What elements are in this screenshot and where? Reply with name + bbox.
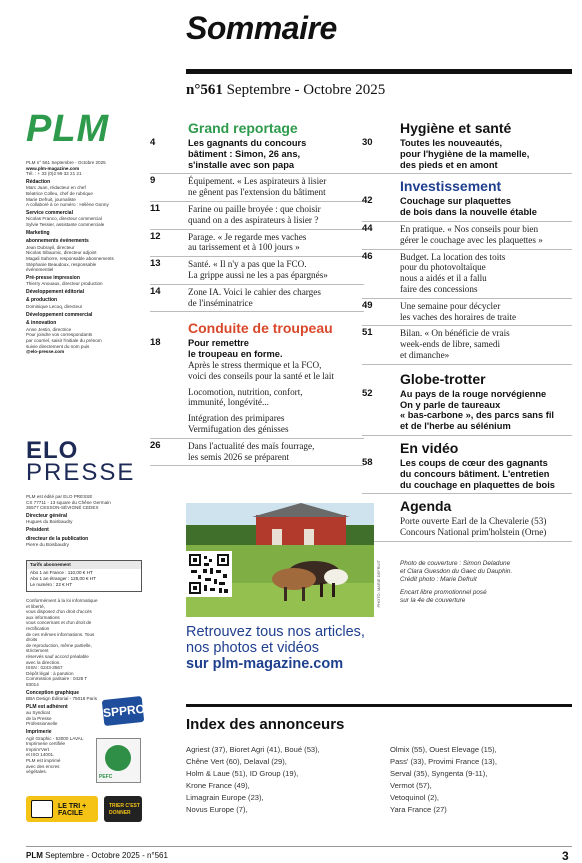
toc-entry-title: du concours bâtiment. L'entretien bbox=[400, 468, 550, 479]
toc-left-column bbox=[150, 120, 364, 462]
credit-line: Nicolas Sibaumic, directeur adjoint bbox=[26, 250, 97, 256]
issue-line bbox=[186, 82, 385, 99]
page-number: 3 bbox=[562, 849, 569, 863]
pefc-tree-icon bbox=[105, 745, 131, 771]
credit-line: Béatrice Colleu, chef de rubrique bbox=[26, 190, 93, 196]
toc-divider bbox=[150, 201, 364, 202]
credit-line: réservés sauf accord préalable avec la direction. bbox=[26, 653, 89, 665]
credit-line: Service commercial bbox=[26, 209, 73, 216]
toc-divider bbox=[362, 435, 572, 436]
plm-logo: PLM bbox=[26, 108, 110, 150]
advertiser-entry: Limagrain Europe (23), bbox=[186, 793, 264, 802]
credit-line: Imprimerie certifiée bbox=[26, 741, 66, 747]
recycle-icon bbox=[31, 800, 53, 818]
credit-line: Sylvie Tessier, assistante commerciale bbox=[26, 221, 105, 227]
masthead-credits bbox=[26, 160, 154, 355]
qr-code[interactable] bbox=[186, 551, 232, 597]
toc-divider bbox=[362, 541, 572, 542]
photo-credit-vertical: PHOTO: MARIE DEFRUIT bbox=[376, 560, 381, 608]
toc-entry-title: de bois dans la nouvelle étable bbox=[400, 207, 537, 218]
toc-entry-text: quand on a des aspirateurs à lisier ? bbox=[188, 214, 319, 225]
credit-line: Dominique Lecoq, directeur bbox=[26, 304, 83, 310]
toc-divider bbox=[362, 249, 572, 250]
footer-brand: PLM bbox=[26, 851, 43, 860]
caption-line: sur la 4e de couverture bbox=[400, 597, 466, 605]
toc-section-heading: En vidéo bbox=[400, 440, 459, 456]
toc-entry-text: Porte ouverte Earl de la Chevalerie (53) bbox=[400, 516, 547, 527]
toc-page-number: 4 bbox=[150, 137, 156, 148]
toc-section-heading: Agenda bbox=[400, 498, 452, 515]
caption-line: Photo de couverture : Simon Deladune bbox=[400, 560, 511, 567]
toc-entry[interactable] bbox=[150, 258, 364, 281]
credit-line: vous disposez d'un droit d'accès aux informations bbox=[26, 609, 92, 620]
credit-line: et ISO 14001. bbox=[26, 752, 55, 758]
toc-page-number: 9 bbox=[150, 175, 156, 187]
issue-period: Septembre - Octobre 2025 bbox=[226, 82, 386, 98]
recycle-badge-label: TRIER C'EST DONNER bbox=[109, 803, 140, 816]
toc-divider bbox=[362, 173, 572, 174]
footer bbox=[26, 851, 168, 860]
toc-entry-title: Les coups de cœur des gagnants bbox=[400, 458, 548, 468]
toc-page-number: 14 bbox=[150, 285, 161, 297]
toc-entry[interactable] bbox=[362, 457, 572, 490]
toc-entry-title: Les gagnants du concours bbox=[188, 138, 307, 148]
credit-line: de la Presse bbox=[26, 715, 52, 721]
toc-entry-title: pour l'hygiène de la mamelle, bbox=[400, 148, 530, 159]
credit-line: & innovation bbox=[26, 320, 57, 327]
toc-entry-text: au tarissement et à 100 jours » bbox=[188, 242, 300, 253]
credit-line: avec des encres bbox=[26, 763, 60, 769]
footer-rule bbox=[26, 846, 572, 847]
toc-entry-title: des pieds et en amont bbox=[400, 159, 498, 170]
advertiser-entry: Serval (35), Syngenta (9-11), bbox=[390, 769, 488, 778]
toc-entry-title: le troupeau en forme. bbox=[188, 349, 283, 360]
toc-divider bbox=[362, 325, 572, 326]
promo-line-1: Retrouvez tous nos articles, bbox=[186, 624, 365, 640]
toc-page-number: 44 bbox=[362, 223, 373, 234]
qr-code-icon bbox=[189, 554, 229, 594]
toc-entry[interactable] bbox=[362, 223, 572, 246]
credit-line: Développement commercial bbox=[26, 311, 93, 318]
toc-entry-text: de l'inséminatrice bbox=[188, 297, 253, 308]
credit-line: Marketing bbox=[26, 229, 50, 236]
toc-entry-text: faire des concessions bbox=[400, 283, 478, 294]
toc-entry-text: immunité, longévité... bbox=[188, 397, 269, 408]
credit-line: www.plm-magazine.com bbox=[26, 165, 80, 171]
pefc-logo bbox=[96, 738, 141, 783]
toc-entry[interactable] bbox=[150, 175, 364, 198]
elo-presse-logo bbox=[26, 437, 136, 486]
credit-line: de reproduction, même partielle, strictement bbox=[26, 642, 92, 654]
toc-entry-text: les semis 2026 se préparent bbox=[188, 451, 290, 462]
toc-entry-text: Bilan. « On bénéficie de vrais bbox=[400, 328, 510, 339]
credit-line: directeur de la publication bbox=[26, 535, 89, 542]
index-title: Index des annonceurs bbox=[186, 716, 345, 733]
toc-entry[interactable] bbox=[150, 285, 364, 309]
credit-line: Tél. : + 33 (0)2 99 32 21 21 bbox=[26, 171, 82, 177]
credit-line: Dépôt légal : à parution bbox=[26, 670, 74, 676]
photo-caption bbox=[400, 560, 572, 605]
footer-text: Septembre - Octobre 2025 - n°561 bbox=[45, 851, 168, 860]
website-link[interactable]: sur plm-magazine.com bbox=[186, 656, 344, 672]
triman-logo bbox=[26, 796, 98, 822]
credit-line: Imprim'Vert bbox=[26, 746, 50, 752]
toc-entry-text: La grippe aussi ne les a pas épargnés» bbox=[188, 269, 328, 280]
tarifs-heading: Tarifs abonnement bbox=[27, 561, 141, 569]
toc-page-number: 52 bbox=[362, 387, 373, 399]
toc-entry[interactable] bbox=[150, 230, 364, 254]
caption-line: Encart libre promotionnel posé bbox=[400, 589, 487, 597]
credit-line: Imprimerie bbox=[26, 729, 52, 736]
toc-entry-title: bâtiment : Simon, 26 ans, bbox=[188, 148, 301, 159]
credit-line: événementiel bbox=[26, 267, 54, 273]
toc-section-heading: Investissement bbox=[400, 178, 502, 195]
toc-entry-text: Santé. « Il n'y a pas que la FCO. bbox=[188, 259, 307, 270]
toc-section-heading: Grand reportage bbox=[188, 120, 298, 136]
credit-line: Thierry Anouaux, directeur production bbox=[26, 281, 103, 287]
toc-entry-text: Concours National prim'holstein (Orne) bbox=[400, 527, 547, 538]
credit-line: CS 77711 - 13 square du Chêne Germain bbox=[26, 499, 111, 505]
credit-line: Agir Graphic - 53000 LAVAL bbox=[26, 735, 84, 741]
toc-page-number: 42 bbox=[362, 195, 373, 207]
toc-entry-text: les vaches des horaires de traite bbox=[400, 311, 517, 322]
credit-line: Jean Dubrayil, directeur bbox=[26, 244, 75, 250]
credit-line: 35577 CESSON-SÉVIGNÉ CEDEX bbox=[26, 505, 99, 511]
credit-line: PLM est édité par ELO PRESSE bbox=[26, 494, 93, 499]
tarifs-box bbox=[26, 560, 142, 592]
tarif-line: Le numéro : 22 € HT bbox=[30, 582, 73, 587]
credit-line: PLM n° 561 Septembre - Octobre 2025 bbox=[26, 160, 106, 165]
tarif-line: Abo 1 an étranger : 125,00 € HT bbox=[30, 576, 96, 581]
toc-page-number: 51 bbox=[362, 327, 373, 339]
credit-line: végétales. bbox=[26, 769, 47, 775]
toc-entry-text: Zone IA. Voici le cahier des charges bbox=[188, 286, 321, 297]
toc-entry-title: et de l'herbe au sélénium bbox=[400, 421, 511, 432]
credit-line: au Syndicat bbox=[26, 710, 51, 716]
credit-line: Conception graphique bbox=[26, 689, 80, 696]
toc-divider bbox=[150, 256, 364, 257]
toc-entry-text: Budget. La location des toits bbox=[400, 251, 506, 262]
advertiser-entry: Holm & Laue (51), ID Group (19), bbox=[186, 769, 299, 778]
elo-logo-line2: PRESSE bbox=[26, 459, 136, 486]
header-rule bbox=[186, 69, 572, 74]
toc-entry[interactable] bbox=[150, 137, 364, 170]
toc-divider bbox=[150, 229, 364, 230]
toc-entry[interactable] bbox=[362, 387, 572, 432]
toc-entry[interactable] bbox=[362, 137, 572, 170]
tarif-line: Abo 1 an France : 110,00 € HT bbox=[30, 570, 93, 575]
credit-line: PLM est adhérent bbox=[26, 703, 68, 710]
credit-line: Hugues du Boisbaudry bbox=[26, 519, 73, 525]
toc-divider bbox=[150, 311, 364, 312]
toc-entry-title: du couchage en plaquettes de bois bbox=[400, 479, 555, 490]
toc-entry[interactable] bbox=[150, 337, 364, 434]
toc-entry-text: Après le stress thermique et la FCO, bbox=[188, 359, 322, 370]
credit-line: Pré-presse impression bbox=[26, 274, 80, 281]
credit-line: Stéphanie Beaudoux, responsable bbox=[26, 261, 97, 267]
credit-line: vous concernant et d'un droit de rectification bbox=[26, 620, 92, 631]
credit-line: ISSN : 0243-3567 bbox=[26, 665, 63, 671]
credit-line: Commission paritaire : 0428 T 83014 bbox=[26, 676, 88, 687]
toc-section-heading: Conduite de troupeau bbox=[188, 320, 333, 337]
index-column-2 bbox=[390, 744, 572, 816]
sppro-logo: SPPRO bbox=[102, 696, 144, 726]
credit-line: Président bbox=[26, 526, 49, 533]
toc-divider bbox=[150, 284, 364, 285]
credit-line: Développement éditorial bbox=[26, 288, 85, 295]
advertiser-entry: Vetoquinol (2), bbox=[390, 793, 439, 802]
toc-page-number: 30 bbox=[362, 137, 373, 148]
toc-entry-text: Parage. « Je regarde mes vaches bbox=[188, 231, 307, 242]
toc-entry[interactable] bbox=[362, 195, 572, 218]
toc-page-number: 58 bbox=[362, 457, 373, 468]
toc-entry-text: Locomotion, nutrition, confort, bbox=[188, 386, 303, 397]
advertiser-entry: Krone France (49), bbox=[186, 781, 250, 790]
caption-line: et Clara Guesdon du Gaec du Dauphin. bbox=[400, 567, 513, 575]
advertiser-entry: Pass' (33), Provimi France (13), bbox=[390, 757, 497, 766]
credit-line: PLM est imprimé bbox=[26, 758, 61, 764]
credit-line: Magali Sahorre, responsable abonnements bbox=[26, 255, 114, 261]
toc-entry-title: Toutes les nouveautés, bbox=[400, 138, 503, 148]
credit-line: Professionnelle bbox=[26, 721, 58, 727]
index-rule bbox=[186, 704, 572, 707]
toc-entry-text: Intégration des primipares bbox=[188, 413, 285, 424]
toc-entry[interactable] bbox=[362, 327, 572, 360]
credit-line: abonnements événements bbox=[26, 238, 89, 245]
toc-divider bbox=[362, 221, 572, 222]
toc-divider bbox=[150, 173, 364, 174]
recycle-badge bbox=[104, 796, 142, 822]
toc-page-number: 12 bbox=[150, 230, 161, 242]
toc-page-number: 46 bbox=[362, 250, 373, 262]
advertiser-entry: Vermot (57), bbox=[390, 781, 432, 790]
credit-line: BBA Design Éditorial - 75018 Paris bbox=[26, 696, 97, 702]
toc-section-heading: Hygiène et santé bbox=[400, 120, 512, 136]
toc-entry[interactable] bbox=[150, 439, 364, 463]
index-column-1 bbox=[186, 744, 382, 816]
page-title: Sommaire bbox=[186, 10, 337, 46]
advertiser-entry: Novus Europe (7), bbox=[186, 805, 248, 814]
advertiser-entry: Agriest (37), Bioret Agri (41), Boué (53), bbox=[186, 745, 320, 754]
toc-entry[interactable] bbox=[362, 250, 572, 295]
credit-line: Directeur général bbox=[26, 512, 68, 519]
toc-entry-title: Couchage sur plaquettes bbox=[400, 196, 512, 207]
toc-entry-title: Pour remettre bbox=[188, 338, 249, 349]
toc-page-number: 13 bbox=[150, 258, 161, 270]
legal-credits bbox=[26, 598, 98, 775]
toc-entry-title: s'installe avec son papa bbox=[188, 159, 295, 170]
advertiser-entry: Olmix (55), Ouest Elevage (15), bbox=[390, 745, 497, 754]
toc-entry-text: Vermifugation des génisses bbox=[188, 423, 289, 434]
issue-number: n°561 bbox=[186, 82, 223, 98]
toc-entry[interactable] bbox=[150, 203, 364, 226]
toc-entry-text: pour du photovoltaïque bbox=[400, 262, 486, 273]
promo-line-2: nos photos et vidéos bbox=[186, 640, 320, 656]
toc-entry-title: On y parle de taureaux bbox=[400, 399, 501, 410]
toc-divider bbox=[150, 465, 364, 466]
credit-line: Pour joindre vos correspondants bbox=[26, 332, 93, 338]
toc-entry-text: Farine ou paille broyée : que choisir bbox=[188, 204, 321, 214]
credit-line: Marc Juan, rédacteur en chef bbox=[26, 185, 86, 191]
toc-page-number: 11 bbox=[150, 203, 161, 214]
website-promo bbox=[186, 624, 365, 672]
credit-line: de ces mêmes informations. Tous droits bbox=[26, 631, 95, 643]
credit-line: A collaboré à ce numéro : Hélène Gonny bbox=[26, 202, 109, 208]
credit-line: par courriel, saisir l'initiale du prénom bbox=[26, 338, 102, 344]
toc-entry-text: et dimanche» bbox=[400, 349, 450, 360]
toc-divider bbox=[362, 493, 572, 494]
advertiser-entry: Chêne Vert (60), Delaval (29), bbox=[186, 757, 287, 766]
toc-page-number: 18 bbox=[150, 337, 161, 349]
credit-line: & production bbox=[26, 297, 58, 304]
toc-page-number: 49 bbox=[362, 299, 373, 311]
toc-entry-title: Au pays de la rouge norvégienne bbox=[400, 388, 547, 399]
toc-divider bbox=[150, 438, 364, 439]
elo-logo-line1: ELO bbox=[26, 437, 79, 464]
publisher-credits bbox=[26, 494, 154, 548]
toc-entry-text: En pratique. « Nos conseils pour bien bbox=[400, 224, 539, 234]
toc-section-heading: Globe-trotter bbox=[400, 370, 486, 387]
toc-entry[interactable] bbox=[362, 299, 572, 323]
credit-line: Anne Jestin, directrice bbox=[26, 326, 72, 332]
credit-line: Rédaction bbox=[26, 178, 51, 185]
toc-entry-title: « bas-carbone », des parcs sans fil bbox=[400, 410, 554, 421]
toc-entry-text: Une semaine pour décycler bbox=[400, 300, 501, 311]
advertiser-entry: Yara France (27) bbox=[390, 805, 447, 814]
credit-line: suivie directement du nom puis bbox=[26, 343, 90, 349]
caption-line: Crédit photo : Marie Defruit bbox=[400, 575, 477, 583]
toc-entry-text: voici des conseils pour la santé et le lait bbox=[188, 370, 334, 381]
toc-entry-text: Équipement. « Les aspirateurs à lisier bbox=[188, 176, 327, 187]
credit-line: Pierre du Boisbaudry bbox=[26, 542, 69, 548]
credit-line: Conformément à la loi informatique et liberté, bbox=[26, 598, 98, 609]
toc-entry-text: ne gênent pas l'extension du bâtiment bbox=[188, 187, 326, 198]
recycle-label: LE TRI + FACILE bbox=[58, 803, 87, 817]
credit-line: Marie Defruit, journaliste bbox=[26, 196, 76, 202]
toc-entry-text: Dans l'actualité des maïs fourrage, bbox=[188, 440, 315, 451]
toc-page-number: 26 bbox=[150, 439, 161, 451]
credit-line: @elo-presse.com bbox=[26, 349, 65, 355]
toc-divider bbox=[362, 364, 572, 365]
toc-entry-text: week-ends de libre, samedi bbox=[400, 339, 501, 350]
toc-right-column bbox=[362, 120, 572, 560]
credit-line: Nicolas Franco, directeur commercial bbox=[26, 216, 102, 222]
toc-entry-text: gérer le couchage avec les plaquettes » bbox=[400, 234, 543, 245]
pefc-label: PEFC bbox=[99, 774, 113, 780]
toc-entry[interactable] bbox=[400, 516, 572, 538]
toc-entry-text: nous a aidés et il a fallu bbox=[400, 273, 487, 284]
toc-divider bbox=[362, 298, 572, 299]
